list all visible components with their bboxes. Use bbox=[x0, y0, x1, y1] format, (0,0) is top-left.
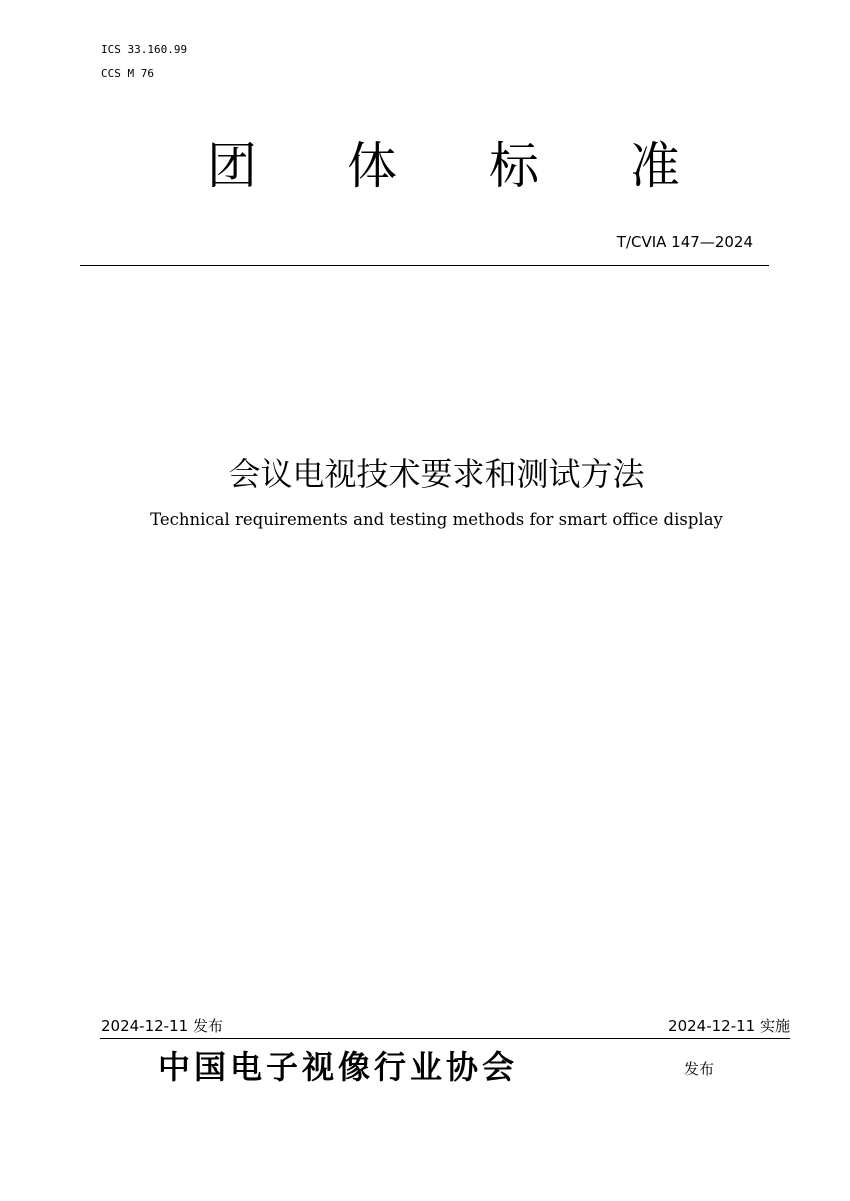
publisher-name: 中国电子视像行业协会 bbox=[158, 1048, 519, 1086]
publisher-action: 发布 bbox=[684, 1060, 715, 1078]
standard-type-char: 体 bbox=[347, 137, 397, 195]
bottom-divider bbox=[100, 1038, 790, 1039]
standard-type-char: 准 bbox=[630, 137, 680, 195]
standard-type-char: 标 bbox=[489, 137, 539, 195]
standard-type-char: 团 bbox=[207, 137, 257, 195]
ccs-code: CCS M 76 bbox=[101, 67, 154, 80]
standard-number: T/CVIA 147—2024 bbox=[616, 233, 753, 251]
publish-date: 2024-12-11 发布 bbox=[101, 1017, 223, 1035]
ics-code: ICS 33.160.99 bbox=[101, 43, 188, 56]
implementation-date: 2024-12-11 实施 bbox=[668, 1017, 790, 1035]
document-title-english: Technical requirements and testing methods for smart office display bbox=[150, 510, 723, 529]
top-divider bbox=[80, 265, 769, 266]
document-title-chinese: 会议电视技术要求和测试方法 bbox=[228, 455, 645, 493]
